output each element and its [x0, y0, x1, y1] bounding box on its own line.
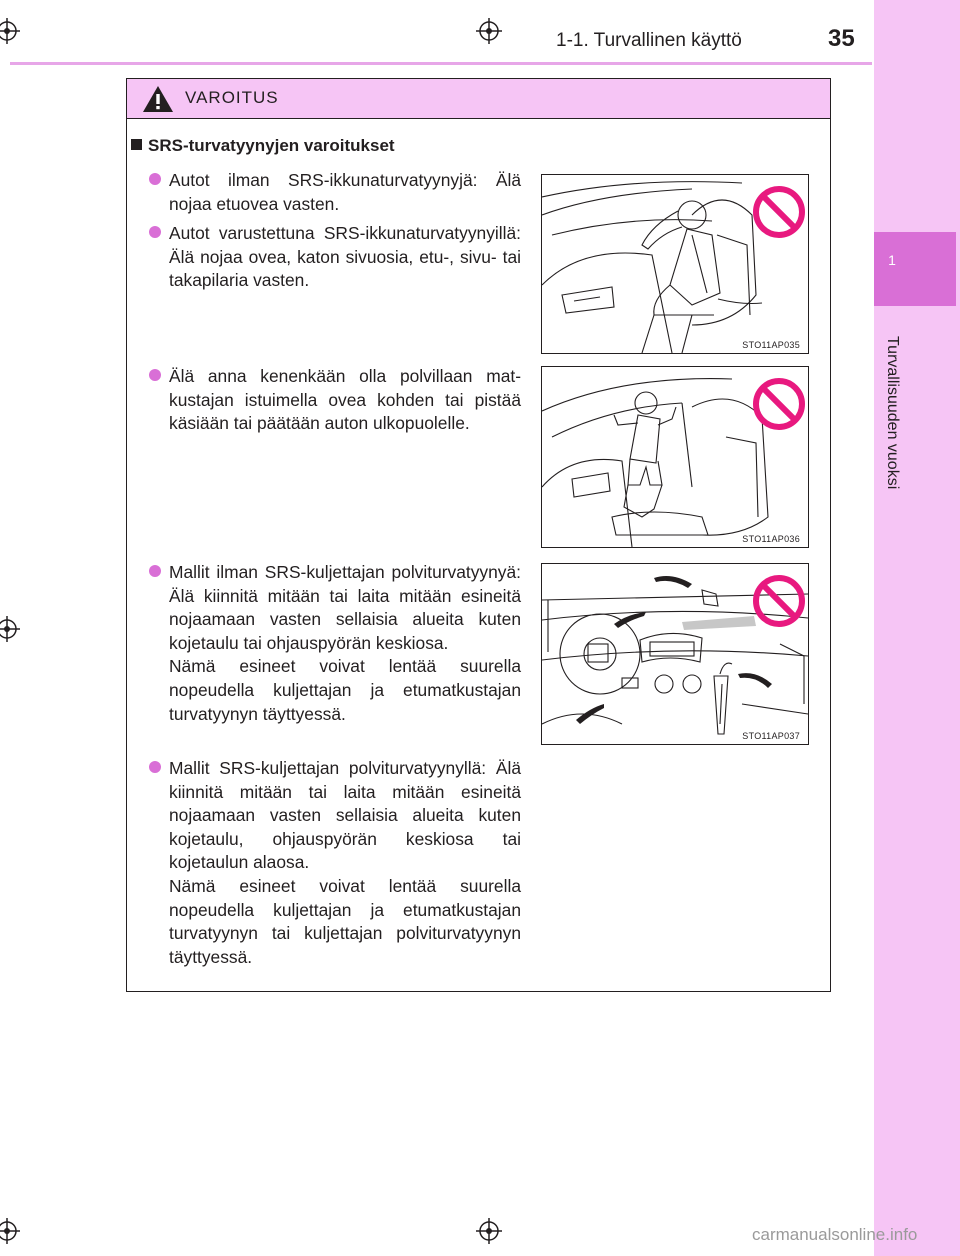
page-number: 35: [828, 25, 855, 52]
header-section-title: 1-1. Turvallinen käyttö: [556, 30, 742, 51]
registration-mark-icon: [0, 616, 20, 642]
illustration-dashboard-objects: [541, 563, 809, 745]
chapter-title: Turvallisuuden vuoksi: [884, 336, 901, 490]
warning-title: VAROITUS: [185, 88, 279, 107]
warning-header: [127, 79, 830, 119]
list-item-note: Nämä esineet voivat lentää suurella nopeudella kuljettajan ja etumatkustajan turvatyynyn tai kuljettajan polviturvatyynyn täyttyessä.: [169, 875, 521, 967]
prohibition-icon: [752, 185, 806, 239]
prohibition-icon: [752, 377, 806, 431]
warning-box: [126, 78, 831, 992]
list-item: [149, 222, 521, 293]
bullet-dot-icon: [149, 173, 161, 185]
list-item: [149, 561, 521, 726]
warning-triangle-icon: [141, 84, 175, 114]
list-item: [149, 757, 521, 969]
section-heading: [131, 136, 395, 156]
list-item-note: Nämä esineet voivat lentää suurella nopeudella kuljettajan ja etumatkustajan turvatyynyn täyttyessä.: [169, 656, 521, 724]
chapter-number: 1: [888, 252, 896, 268]
illustration-code: STO11AP037: [742, 731, 800, 741]
list-item: [149, 365, 521, 436]
header-rule: [10, 62, 872, 65]
list-item-text: Älä anna kenenkään olla polvillaan matkustajan istuimella ovea kohden tai pistää käsiään tai päätään auton ulkopuolelle.: [169, 366, 521, 434]
registration-mark-icon: [0, 18, 20, 44]
square-bullet-icon: [131, 139, 142, 150]
prohibition-icon: [752, 574, 806, 628]
bullet-dot-icon: [149, 761, 161, 773]
list-item-text: Mallit ilman SRS-kuljettajan polviturvatyynyä: Älä kiinnitä mitään tai laita mitään esineitä nojaamaan vasten sellaisia alueita kuten kojetaulu tai ohjauspyörän keskiosa.: [169, 562, 521, 653]
bullet-dot-icon: [149, 565, 161, 577]
registration-mark-icon: [0, 1218, 20, 1244]
illustration-kneeling-on-seat: [541, 366, 809, 548]
list-item-text: Autot ilman SRS-ikkunaturvatyynyjä: Älä nojaa etuovea vasten.: [169, 170, 521, 214]
list-item: [149, 169, 521, 216]
section-heading-text: SRS-turvatyynyjen varoitukset: [148, 136, 395, 155]
registration-mark-icon: [476, 1218, 502, 1244]
bullet-dot-icon: [149, 369, 161, 381]
list-item-text: Autot varustettuna SRS-ikkunaturvatyynyillä: Älä nojaa ovea, katon sivuosia, etu-, sivu- tai takapilaria vasten.: [169, 223, 521, 291]
illustration-code: STO11AP036: [742, 534, 800, 544]
illustration-lean-on-door: [541, 174, 809, 354]
chapter-side-tab: [874, 0, 960, 1256]
list-item-text: Mallit SRS-kuljettajan polviturvatyynyllä: Älä kiinnitä mitään tai laita mitään esineitä nojaamaan vasten sellaisia alueita kuten kojetaulu, ohjauspyörän keskiosa tai kojetaulun alaosa.: [169, 758, 521, 873]
watermark: carmanualsonline.info: [752, 1225, 918, 1244]
registration-mark-icon: [476, 18, 502, 44]
chapter-tab-active: [874, 232, 956, 306]
illustration-code: STO11AP035: [742, 340, 800, 350]
bullet-dot-icon: [149, 226, 161, 238]
